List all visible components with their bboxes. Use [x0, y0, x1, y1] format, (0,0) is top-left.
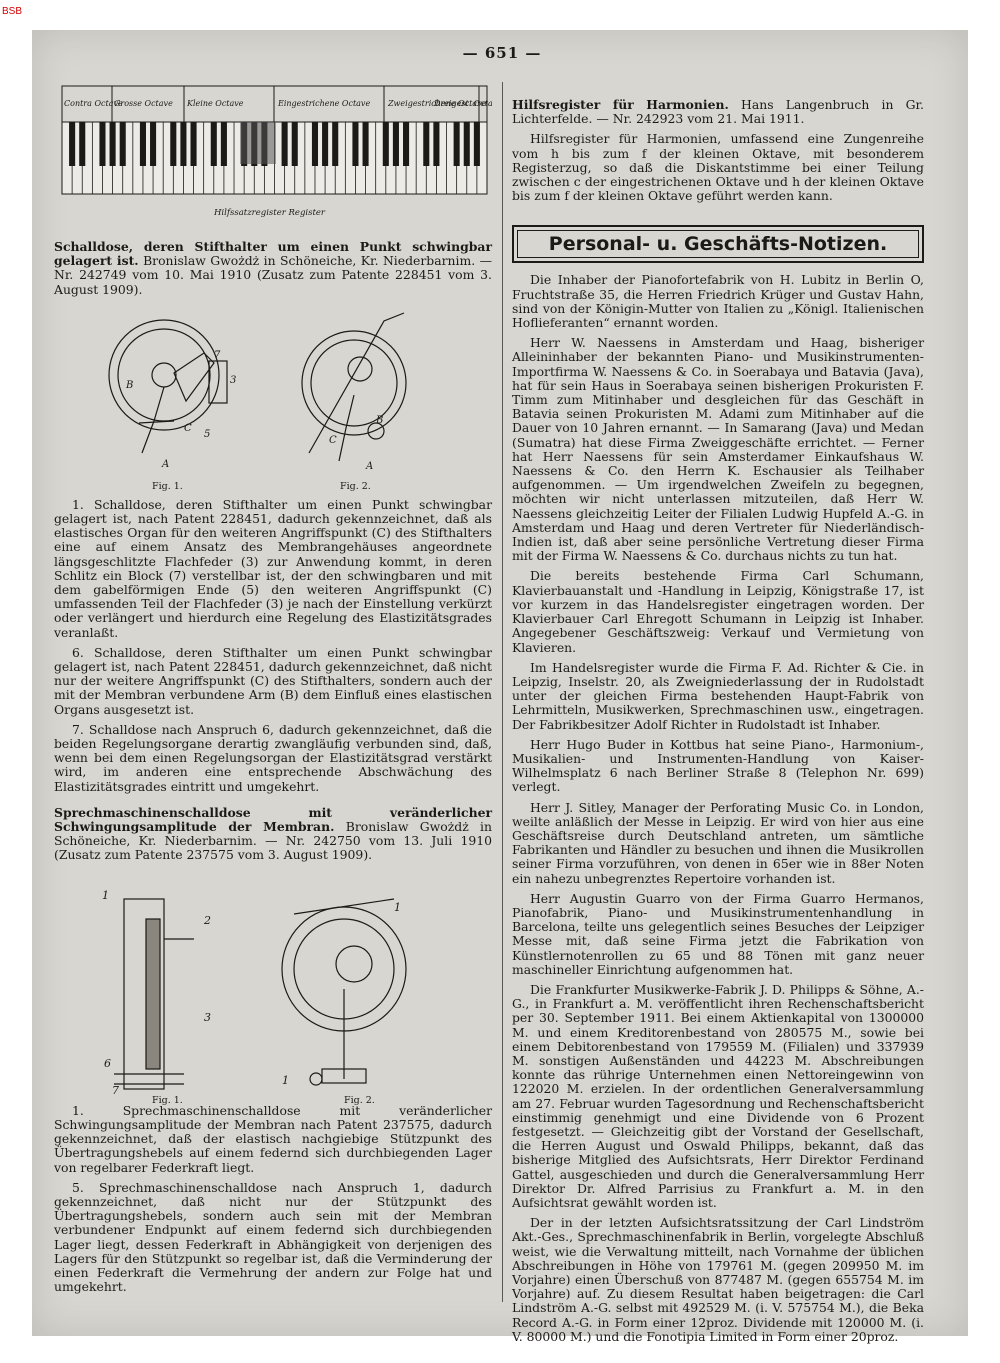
svg-text:C: C	[184, 422, 192, 434]
black-key	[464, 122, 470, 166]
patent1-fig1-label: Fig. 1.	[152, 480, 183, 492]
patent2-figures	[54, 869, 492, 1104]
svg-text:7: 7	[214, 349, 221, 361]
black-key	[99, 122, 105, 166]
highlighted-register	[240, 122, 276, 164]
svg-text:1: 1	[282, 1073, 289, 1087]
patent1-claims	[54, 498, 492, 794]
svg-text:6: 6	[104, 1056, 111, 1070]
notice-paragraph: Herr Hugo Buder in Kottbus hat seine Piano-, Harmonium-, Musikalien- und Instrumenten-Handlung von Kaiser-Wilhelmsplatz 6 nach Berliner Straße 8 (Telephon Nr. 699) verlegt.	[512, 736, 924, 795]
patent2-claims	[54, 1104, 492, 1295]
black-key	[282, 122, 288, 166]
svg-text:3: 3	[204, 1010, 211, 1024]
octave-label: Kleine Octave	[187, 99, 244, 108]
black-key	[191, 122, 197, 166]
patent3-meta: Hans Langenbruch in Gr. Lichterfelde. — Nr. 242923 vom 21. Mai 1911.	[512, 97, 924, 127]
patent3-heading: Hilfsregister für Harmonien.	[512, 97, 729, 112]
black-key	[79, 122, 85, 166]
black-key	[69, 122, 75, 166]
black-key	[110, 122, 116, 166]
black-key	[292, 122, 298, 166]
soundbox-drawing	[54, 303, 492, 498]
svg-text:C: C	[329, 434, 337, 446]
patent2-claim: 5. Sprechmaschinenschalldose nach Anspruch 1, dadurch gekennzeichnet, daß nicht nur der Stützpunkt des Übertragungshebels, sondern auch sein mit der Membran verbundener Endpunkt auf einem federnd sich durchbiegenden Lager liegt, dessen Federkraft in Abhängigkeit von derjenigen des Lagers für den Stützpunkt so regelbar ist, daß die Verminderung der einen Federkraft die Vermehrung der andern zur Folge hat und umgekehrt.	[54, 1179, 492, 1295]
black-key	[393, 122, 399, 166]
notice-paragraph: Im Handelsregister wurde die Firma F. Ad. Richter & Cie. in Leipzig, Inselstr. 20, als Zweigniederlassung der in Rudolstadt unter der gleichen Firma bestehenden Haupt-Fabrik von Lehrmitteln, Musikwerken, Sprechmaschinen usw., eingetragen. Der Fabrikbesitzer Adolf Richter in Rudolstadt ist Inhaber.	[512, 659, 924, 732]
page-number: — 651 —	[462, 44, 542, 62]
right-column	[512, 82, 924, 1350]
section-title: Personal- u. Geschäfts-Notizen.	[548, 233, 888, 256]
notice-paragraph: Die Frankfurter Musikwerke-Fabrik J. D. Philipps & Söhne, A.-G., in Frankfurt a. M. veröffentlicht ihren Rechenschaftsbericht per 30. September 1911. Bei einem Aktienkapital von 1300000 M. und einem Kreditorenbestand von 280575 M., sowie bei einem Debitorenbestand von 179559 M. (Filialen) und 337939 M. sonstigen Außenständen und 44223 M. Abschreibungen konnte das rührige Unternehmen einen Nettoreingewinn von 122020 M. erzielen. In der ordentlichen Generalversammlung am 27. Februar wurden Tagesordnung und Rechenschaftsbericht einstimmig genehmigt und eine Dividende von 6 Prozent festgesetzt. — Gleichzeitig gibt der Vorstand der Gesellschaft, die Herren August und Oswald Philipps, bekannt, daß das bisherige Mitglied des Aufsichtsrats, Herr Direktor Ferdinand Gattel, ausgeschieden und durch die Generalversammlung Herr Direktor Dr. Alfred Parrisius zu Frankfurt a. M. in den Aufsichtsrat gewählt worden ist.	[512, 981, 924, 1211]
newspaper-page	[32, 30, 968, 1344]
black-key	[120, 122, 126, 166]
black-key	[150, 122, 156, 166]
patent2-claim: 1. Sprechmaschinenschalldose mit veränderlicher Schwingungsamplitude der Membran nach Patent 237575, dadurch gekennzeichnet, daß der elastisch nachgiebige Stützpunkt des Übertragungshebels auf einem federnd sich durchbiegenden Lager von regelbarer Federkraft liegt.	[54, 1102, 492, 1175]
black-key	[383, 122, 389, 166]
patent3-claim: Hilfsregister für Harmonien, umfassend eine Zungenreihe vom h bis zum f der kleinen Oktave, mit besonderem Registerzug, so daß die Diskantstimme bei einer Teilung zwischen c der eingestrichenen Oktave und h der kleinen Oktave bis zum f der kleinen Oktave geführt werden kann.	[512, 131, 924, 204]
patent1-heading: Schalldose, deren Stifthalter um einen Punkt schwingbar gelagert ist.	[54, 239, 492, 269]
left-column	[54, 82, 492, 1300]
svg-text:B: B	[376, 414, 384, 426]
svg-text:3: 3	[230, 374, 237, 386]
black-key	[180, 122, 186, 166]
soundbox-section-drawing	[54, 869, 492, 1104]
black-key	[322, 122, 328, 166]
patent2-heading: Sprechmaschinenschalldose mit veränderlicher Schwingungsamplitude der Membran.	[54, 804, 492, 835]
section-heading-box	[512, 225, 924, 263]
patent3-block	[512, 98, 924, 126]
patent1-claim: 7. Schalldose nach Anspruch 6, dadurch gekennzeichnet, daß die beiden Regelungsorgane derartig zwangläufig verbunden sind, daß, wenn bei dem einen Regelungsorgan der Elastizitätsgrad verstärkt wird, im anderen eine entsprechende Abschwächung des Elastizitätsgrades eintritt und umgekehrt.	[54, 721, 492, 794]
black-key	[363, 122, 369, 166]
svg-text:A: A	[366, 460, 374, 472]
patent2-fig2-label: Fig. 2.	[344, 1094, 375, 1106]
notice-paragraph: Der in der letzten Aufsichtsratssitzung der Carl Lindström Akt.-Ges., Sprechmaschinenfabrik in Berlin, vorgelegte Abschluß weist, wie die Verwaltung mitteilt, nach Vornahme der üblichen Abschreibungen in Höhe von 179761 M. (gegen 209950 M. im Vorjahre) einen Überschuß von 877487 M. (gegen 655754 M. im Vorjahre) auf. Zu diesem Resultat haben beigetragen: die Carl Lindström A.-G. selbst mit 492529 M. (i. V. 575754 M.), die Beka Record A.-G. in Form einer 12proz. Dividende mit 120000 M. (i. V. 80000 M.) und die Fonotipia Limited in Form einer 20proz.	[512, 1215, 924, 1344]
patent1-block	[54, 240, 492, 297]
black-key	[403, 122, 409, 166]
black-key	[433, 122, 439, 166]
svg-text:1: 1	[394, 900, 401, 914]
library-mark: BSB	[2, 6, 23, 17]
keyboard-caption: Hilfssatzregister Register	[214, 208, 325, 218]
patent1-claim: 6. Schalldose, deren Stifthalter um einen Punkt schwingbar gelagert ist, nach Patent 228451, dadurch gekennzeichnet, daß nicht nur der weitere Angriffspunkt (C) des Stifthalters, sondern auch der mit der Membran verbundene Arm (B) dem Einfluß eines elastischen Organs ausgesetzt ist.	[54, 644, 492, 717]
notices-list	[512, 273, 924, 1344]
notice-paragraph: Die bereits bestehende Firma Carl Schumann, Klavierbauanstalt und -Handlung in Leipzig, Königstraße 17, ist vor kurzem in das Handelsregister eingetragen worden. Der Klavierbauer Carl Ehregott Schumann in Leipzig ist Inhaber. Angegebener Geschäftszweig: Verkauf und Vermietung von Klavieren.	[512, 568, 924, 655]
keyboard-figure	[54, 82, 492, 232]
svg-text:B: B	[126, 379, 134, 391]
notice-paragraph: Herr Augustin Guarro von der Firma Guarro Hermanos, Pianofabrik, Piano- und Musikinstrumentenhandlung in Barcelona, teilte uns gelegentlich seines Besuches der Leipziger Messe mit, daß seine Firma jetzt die Fabrikation von Künstlernotenrollen zu 65 und 88 Tönen mit ganz neuer maschineller Einrichtung aufgenommen hat.	[512, 890, 924, 977]
black-key	[454, 122, 460, 166]
notice-paragraph: Herr J. Sitley, Manager der Perforating Music Co. in London, weilte anläßlich der Messe in Leipzig. Er wird von hier aus eine Geschäftsreise durch Deutschland antreten, um sämtliche Fabrikanten und Händler zu besuchen und ihnen die Musikrollen seiner Firma vorzuführen, von denen in 65er wie in 88er Noten ein nahezu unbegrenztes Repertoire vorhanden ist.	[512, 799, 924, 886]
patent1-figures	[54, 303, 492, 498]
black-key	[332, 122, 338, 166]
black-key	[140, 122, 146, 166]
svg-text:7: 7	[112, 1083, 119, 1097]
black-key	[474, 122, 480, 166]
black-key	[312, 122, 318, 166]
octave-label: Contra Octave	[64, 99, 123, 108]
patent1-claim: 1. Schalldose, deren Stifthalter um einen Punkt schwingbar gelagert ist, nach Patent 228451, dadurch gekennzeichnet, daß als elastisches Organ für den weiteren Angriffspunkt (C) des Stifthalters eine auf einem Ansatz des Membrangehäuses angeordnete längsgeschlitzte Flachfeder (3) zur Anwendung kommt, in deren Schlitz ein Block (7) verstellbar ist, der den schwingbaren und mit dem gabelförmigen Ende (5) den weiteren Angriffspunkt (C) umfassenden Teil der Flachfeder (3) je nach der Einstellung verkürzt oder verlängert und hierdurch eine Regelung des Elastizitätsgrades veranlaßt.	[54, 496, 492, 640]
octave-label: Zweigestrichene Octave	[388, 99, 487, 108]
patent2-fig1-label: Fig. 1.	[152, 1094, 183, 1106]
svg-text:1: 1	[102, 888, 109, 902]
black-key	[221, 122, 227, 166]
black-key	[423, 122, 429, 166]
black-key	[352, 122, 358, 166]
svg-text:2: 2	[204, 913, 211, 927]
octave-label: Grosse Octave	[114, 99, 173, 108]
black-key	[170, 122, 176, 166]
svg-text:A: A	[162, 458, 170, 470]
octave-label: Dreigest. Oct	[434, 99, 489, 108]
column-divider	[502, 82, 503, 1302]
patent2-meta: Bronislaw Gwożdż in Schöneiche, Kr. Niederbarnim. — Nr. 242750 vom 13. Juli 1910 (Zusatz zum Patente 237575 vom 3. August 1909).	[54, 819, 492, 863]
patent1-fig2-label: Fig. 2.	[340, 480, 371, 492]
patent1-meta: Bronislaw Gwożdż in Schöneiche, Kr. Niederbarnim. — Nr. 242749 vom 10. Mai 1910 (Zusatz zum Patente 228451 vom 3. August 1909).	[54, 253, 492, 297]
notice-paragraph: Herr W. Naessens in Amsterdam und Haag, bisheriger Alleininhaber der bekannten Piano- und Musikinstrumenten-Importfirma W. Naessens & Co. in Soerabaya und Batavia (Java), hat für sein Haus in Soerabaya seinen bisherigen Prokuristen F. Timm zum Mitinhaber und desgleichen für das Geschäft in Batavia seinen Prokuristen M. Adami zum Mitinhaber auf die Dauer von 10 Jahren ernannt. — In Samarang (Java) und Medan (Sumatra) hat diese Firma Zweiggeschäfte errichtet. — Ferner hat Herr Naessens für sein Amsterdamer Einkaufshaus W. Naessens & Co. den Herrn K. Eschausier als Teilhaber aufgenommen. — Um irgendwelchen Zweifeln zu begegnen, möchten wir nicht unterlassen mitzuteilen, daß Herr W. Naessens gleichzeitig Leiter der Filialen Ludwig Hupfeld A.-G. in Amsterdam und Haag und deren Vertreter für Niederländisch-Indien ist, daß aber seine persönliche Vertretung dieser Firma mit der Firma W. Naessens & Co. durchaus nichts zu tun hat.	[512, 335, 924, 564]
svg-text:5: 5	[204, 428, 211, 440]
black-key	[211, 122, 217, 166]
octave-label: Eingestrichene Octave	[278, 99, 371, 108]
patent2-block	[54, 806, 492, 863]
notice-paragraph: Die Inhaber der Pianofortefabrik von H. Lubitz in Berlin O, Fruchtstraße 35, die Herren Friedrich Krüger und Gustav Hahn, sind von der Königin-Mutter von Italien zu „Königl. Italienischen Hoflieferanten“ ernannt worden.	[512, 272, 924, 331]
